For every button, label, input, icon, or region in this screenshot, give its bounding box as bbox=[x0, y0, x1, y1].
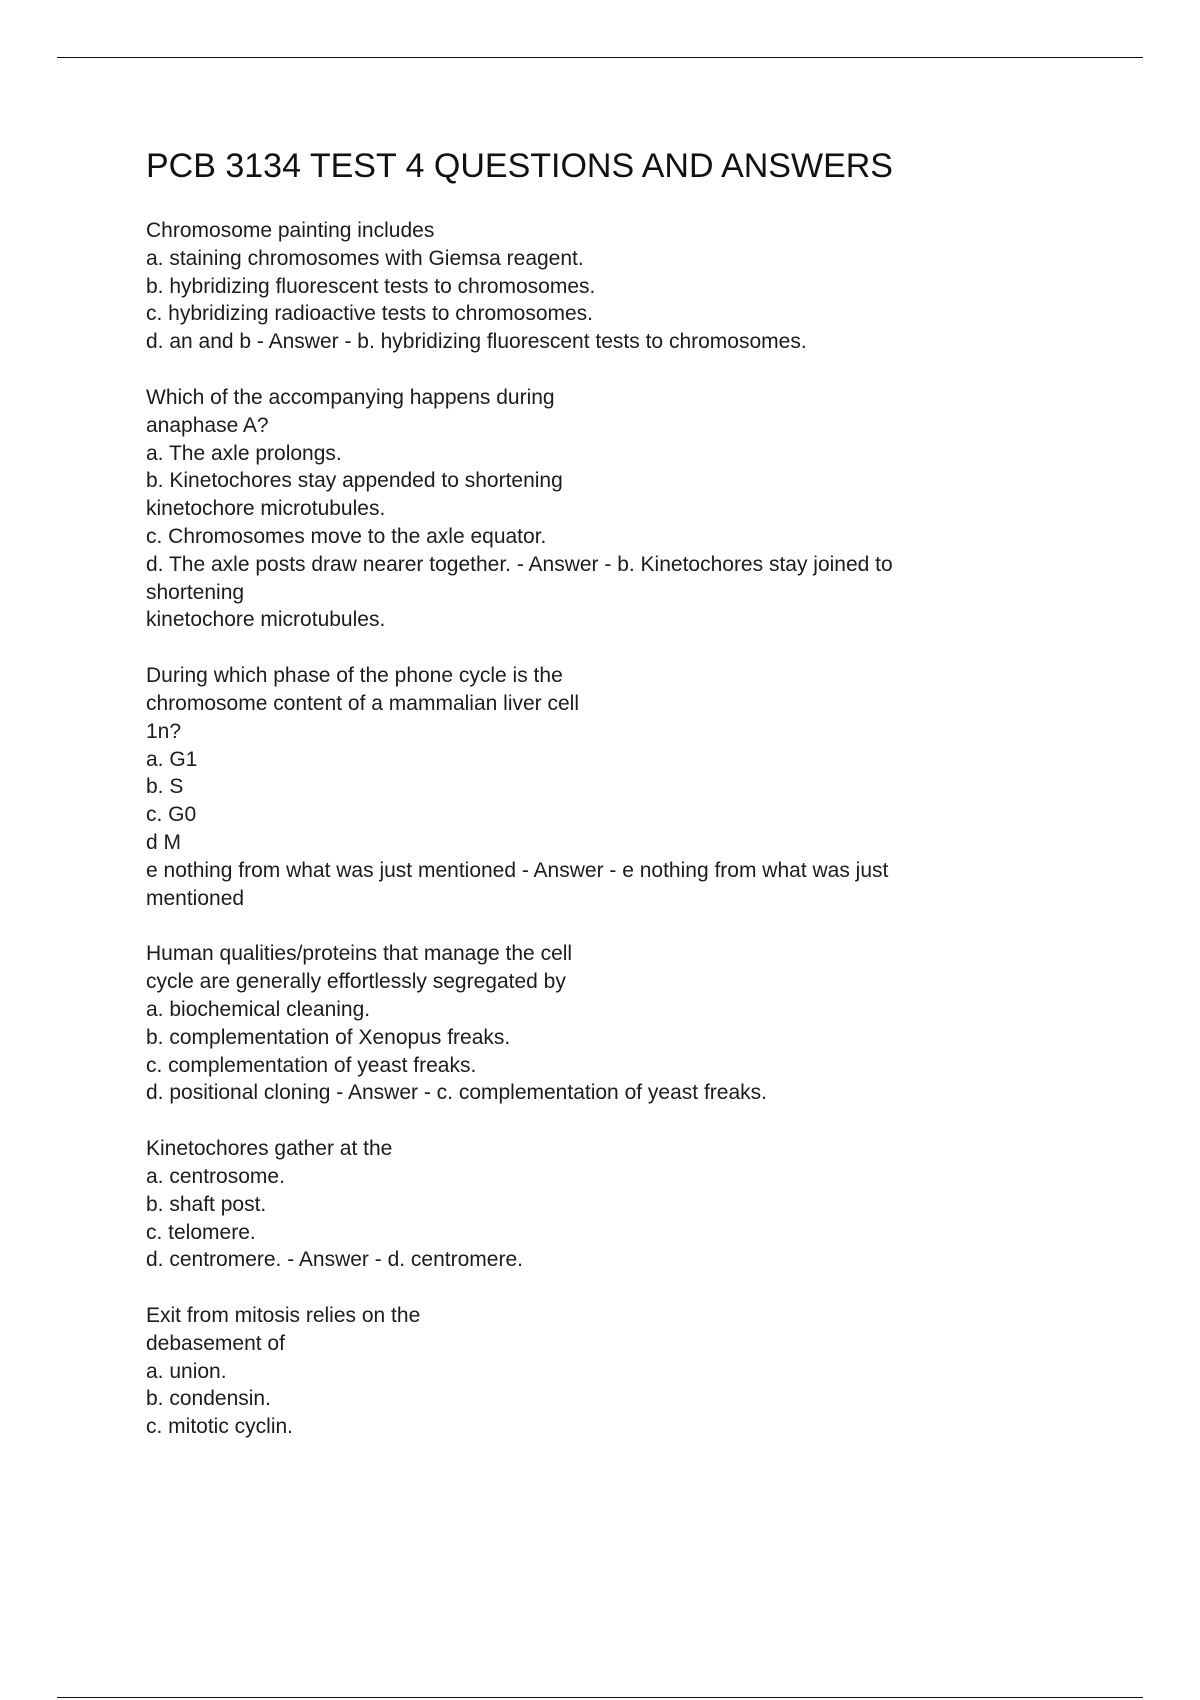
question-line: a. G1 bbox=[146, 747, 198, 771]
top-rule bbox=[57, 57, 1143, 58]
question-line: shortening bbox=[146, 580, 245, 604]
question-line: a. The axle prolongs. bbox=[146, 441, 342, 465]
question-line: Exit from mitosis relies on the bbox=[146, 1304, 421, 1328]
question-line: b. shaft post. bbox=[146, 1192, 267, 1216]
question-line: c. mitotic cyclin. bbox=[146, 1415, 294, 1439]
question-line: During which phase of the phone cycle is the bbox=[146, 664, 563, 688]
question-line: chromosome content of a mammalian liver cell bbox=[146, 691, 580, 715]
question-line: d. an and b - Answer - b. hybridizing fluorescent tests to chromosomes. bbox=[146, 330, 807, 354]
question-line: d. The axle posts draw nearer together. - Answer - b. Kinetochores stay joined to bbox=[146, 552, 893, 576]
page-title: PCB 3134 TEST 4 QUESTIONS AND ANSWERS bbox=[146, 147, 893, 185]
question-block bbox=[146, 217, 1106, 356]
question-line: Which of the accompanying happens during bbox=[146, 385, 555, 409]
question-line: kinetochore microtubules. bbox=[146, 497, 386, 521]
question-line: kinetochore microtubules. bbox=[146, 608, 386, 632]
question-line: b. complementation of Xenopus freaks. bbox=[146, 1025, 511, 1049]
question-block bbox=[146, 1302, 1106, 1441]
question-line: b. S bbox=[146, 775, 184, 799]
question-line: c. telomere. bbox=[146, 1220, 256, 1244]
bottom-rule bbox=[57, 1697, 1143, 1698]
question-block bbox=[146, 940, 1106, 1107]
question-line: a. biochemical cleaning. bbox=[146, 997, 371, 1021]
question-line: c. Chromosomes move to the axle equator. bbox=[146, 524, 547, 548]
question-line: e nothing from what was just mentioned - Answer - e nothing from what was just bbox=[146, 858, 889, 882]
question-line: a. centrosome. bbox=[146, 1164, 285, 1188]
question-block bbox=[146, 1135, 1106, 1274]
question-line: c. complementation of yeast freaks. bbox=[146, 1053, 477, 1077]
question-line: anaphase A? bbox=[146, 413, 269, 437]
question-block bbox=[146, 662, 1106, 912]
question-line: a. union. bbox=[146, 1359, 227, 1383]
question-line: Kinetochores gather at the bbox=[146, 1137, 393, 1161]
question-line: cycle are generally effortlessly segregated by bbox=[146, 970, 566, 994]
question-line: debasement of bbox=[146, 1331, 285, 1355]
question-line: d M bbox=[146, 830, 182, 854]
question-line: b. condensin. bbox=[146, 1387, 271, 1411]
question-line: b. hybridizing fluorescent tests to chromosomes. bbox=[146, 274, 596, 298]
question-line: b. Kinetochores stay appended to shortening bbox=[146, 469, 563, 493]
question-line: c. G0 bbox=[146, 803, 197, 827]
question-block bbox=[146, 384, 1106, 634]
question-line: mentioned bbox=[146, 886, 245, 910]
question-line: d. centromere. - Answer - d. centromere. bbox=[146, 1248, 523, 1272]
question-line: Chromosome painting includes bbox=[146, 219, 435, 242]
question-line: Human qualities/proteins that manage the cell bbox=[146, 942, 573, 966]
document-body bbox=[146, 145, 1106, 1469]
question-line: d. positional cloning - Answer - c. complementation of yeast freaks. bbox=[146, 1081, 767, 1105]
question-line: 1n? bbox=[146, 719, 182, 743]
question-line: a. staining chromosomes with Giemsa reagent. bbox=[146, 246, 584, 270]
question-line: c. hybridizing radioactive tests to chromosomes. bbox=[146, 302, 594, 326]
